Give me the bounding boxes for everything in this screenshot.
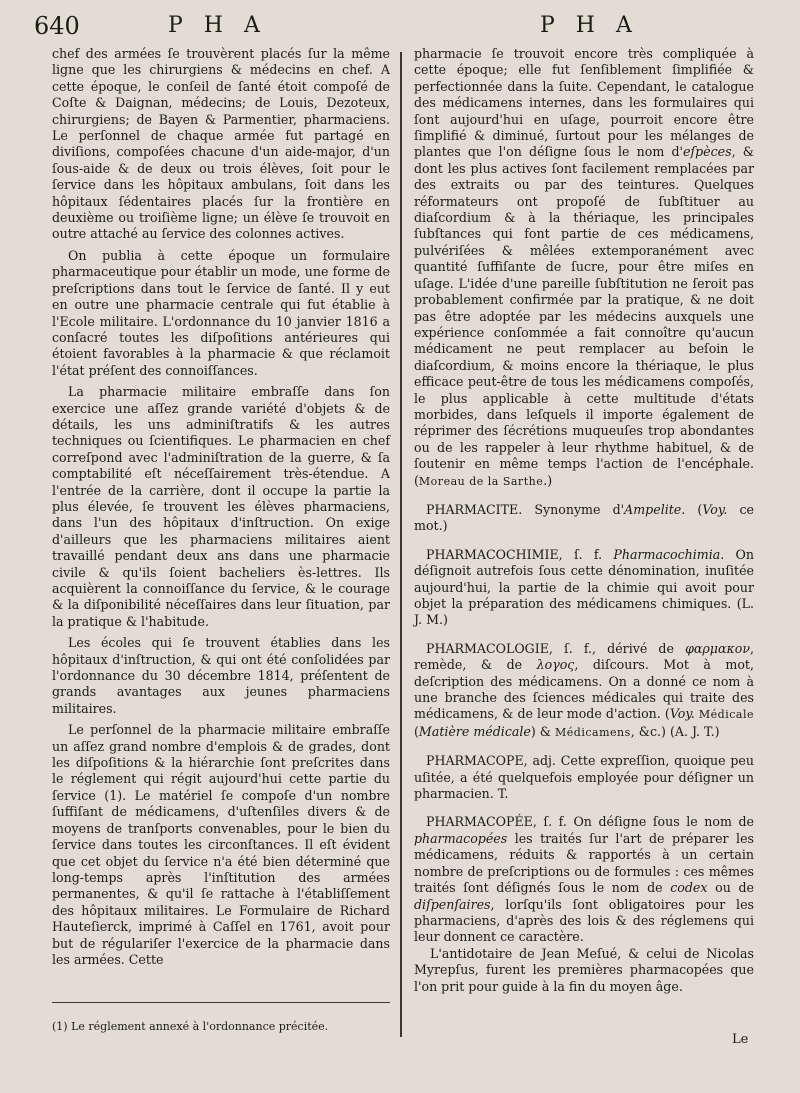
paragraph: On publia à cette époque un formulaire pharmaceutique pour établir un mode, une forme de preſcriptions dans tout le ſervice de ſanté. Il y eut en outre une pharmacie centrale qui fut établie à l'Ecole militaire. L'ordonnance du 10 janvier 1816 a conſacré toutes les diſpoſitions antérieures qui étoient favorables à la pharmacie & que réclamoit l'état préſent des connoiſſances. [52,247,390,378]
dictionary-entry-pharmacologie: PHARMACOLOGIE, ſ. f., dérivé de φαρμακον, remède, & de λογος, diſcours. Mot à mot, deſcription des médicamens. On a donné ce nom à une branche des ſciences médicales qui traite des médicamens, & de leur mode d'action. (Voy. Médicale (Matière médicale) & Médicamens, &c.) (A. J. T.) [414,640,754,739]
paragraph: L'antidotaire de Jean Meſué, & celui de Nicolas Myrepſus, furent les premières pharmacopées que l'on prit pour guide à la fin du moyen âge. [414,945,754,994]
entry-headword: PHARMACOPÉE, [426,814,537,830]
paragraph: La pharmacie militaire embraſſe dans ſon exercice une aſſez grande variété d'objets & de détails, les uns adminiſtratifs & les autres techniques ou ſcientifiques. Le pharmacien en chef correſpond avec l'adminiſtration de la guerre, & ſa comptabilité eſt néceſſairement très-étendue. A l'entrée de la carrière, dont il occupe la partie la plus élevée, ſe trouvent les élèves pharmaciens, dans l'un des hôpitaux d'inſtruction. On exige d'ailleurs que les pharmaciens militaires aient travaillé pendant deux ans dans une pharmacie civile & qu'ils ſoient bacheliers ès-lettres. Ils acquièrent la connoiſſance du ſervice, & le courage & la diſponibilité néceſſaires dans leur ſituation, par la pratique & l'habitude. [52,384,390,629]
paragraph: chef des armées ſe trouvèrent placés ſur la même ligne que les chirurgiens & médecins en chef. A cette époque, le conſeil de ſanté étoit compoſé de Coſte & Daignan, médecins; de Louis, Dezoteux, chirurgiens; de Bayen & Parmentier, pharmaciens. Le perſonnel de chaque armée fut partagé en diviſions, compoſées chacune d'un aide-major, d'un ſous-aide & de deux ou trois élèves, ſoit pour le ſervice dans les hôpitaux ambulans, ſoit dans les hôpitaux ſédentaires placés ſur la frontière en deuxième ou troiſième ligne; un élève ſe trouvoit en outre attaché au ſervice des colonnes actives. [52,46,390,242]
entry-headword: PHARMACITE. [426,501,523,517]
page-number: 640 [34,12,80,40]
footnote: (1) Le réglement annexé à l'ordonnance précitée. [52,1020,329,1033]
catchword: Le [732,1032,749,1047]
entry-headword: PHARMACOLOGIE, [426,640,553,656]
dictionary-entry-pharmacochimie: PHARMACOCHIMIE, ſ. f. Pharmacochimia. On déſignoit autrefois ſous cette dénomination, inuſitée aujourd'hui, la partie de la chimie qui avoit pour objet la préparation des médicamens chimiques. (L. J. M.) [414,546,754,628]
right-running-head: P H A [540,13,639,38]
column-divider [400,52,402,1037]
paragraph: Les écoles qui ſe trouvent établies dans les hôpitaux d'inſtruction, & qui ont été conſolidées par l'ordonnance du 30 décembre 1814, préſentent de grands avantages aux jeunes pharmaciens militaires. [52,635,390,716]
entry-headword: PHARMACOCHIMIE, [426,546,563,562]
right-column [414,46,754,995]
entry-headword: PHARMACOPE, [426,753,528,769]
footnote-rule [52,1002,390,1003]
paragraph: Le perſonnel de la pharmacie militaire embraſſe un aſſez grand nombre d'emplois & de grades, dont les diſpoſitions & la hiérarchie ſont preſcrites dans le réglement qui régit aujourd'hui cette partie du ſervice (1). Le matériel ſe compoſe d'un nombre ſuffiſant de médicamens, d'uſtenſiles divers & de moyens de tranſports convenables, pour le bien du ſervice dans toutes les circonſtances. Il eſt évident que cet objet du ſervice n'a été bien déterminé que long-temps après l'inſtitution des armées permanentes, & qu'il ſe rattache à l'établiſſement des hôpitaux militaires. Le Formulaire de Richard Hauteſierck, imprimé à Caſſel en 1761, avoit pour but de régulariſer l'exercice de la pharmacie dans les armées. Cette [52,722,390,967]
dictionary-entry-pharmacopee: PHARMACOPÉE, ſ. f. On déſigne ſous le nom de pharmacopées les traités ſur l'art de préparer les médicamens, réduits & rapportés à un certain nombre de preſcriptions ou de formules : ces mêmes traités ſont déſignés ſous le nom de codex ou de diſpenſaires, lorſqu'ils ſont obligatoires pour les pharmaciens, d'après des lois & des réglemens qui leur donnent ce caractère. [414,814,754,945]
page-header [0,0,800,50]
dictionary-entry-pharmacite: PHARMACITE. Synonyme d'Ampelite. (Voy. ce mot.) [414,501,754,534]
dictionary-entry-pharmacope: PHARMACOPE, adj. Cette expreſſion, quoique peu uſitée, a été quelquefois employée pour déſigner un pharmacien. T. [414,753,754,802]
left-running-head: P H A [168,13,267,38]
author-signature: Moreau de la Sarthe [418,474,544,488]
paragraph: pharmacie ſe trouvoit encore très compliquée à cette époque; elle fut ſenſiblement ſimplifiée & perfectionnée dans la ſuite. Cependant, le catalogue des médicamens internes, dans les formulaires qui ſont aujourd'hui en uſage, pourroit encore être ſimplifié & diminué, ſurtout pour les mélanges de plantes que l'on déſigne ſous le nom d'eſpèces, & dont les plus actives ſont facilement remplacées par des extraits ou par des teintures. Quelques réformateurs ont propoſé de ſubſtituer au diaſcordium & à la thériaque, les principales ſubſtances qui font partie de ces médicamens, pulvériſées & mêlées extemporanément avec quantité ſuffiſante de ſucre, pour être miſes en uſage. L'idée d'une pareille ſubſtitution ne ſeroit pas probablement confirmée par la pratique, & ne doit pas être adoptée par les médecins auxquels une expérience conſommée a fait connoître qu'aucun médicament ne peut remplacer au beſoin le diaſcordium, & moins encore la thériaque, le plus efficace peut-être de tous les médicamens compoſés, le plus applicable à cette multitude d'états morbides, dans leſquels il importe également de réprimer des ſécrétions muqueuſes trop abondantes ou de les rappeler à leur rhythme habituel, & de ſoutenir en même temps l'action de l'encéphale. (Moreau de la Sarthe.) [414,46,754,488]
left-column [52,46,390,968]
